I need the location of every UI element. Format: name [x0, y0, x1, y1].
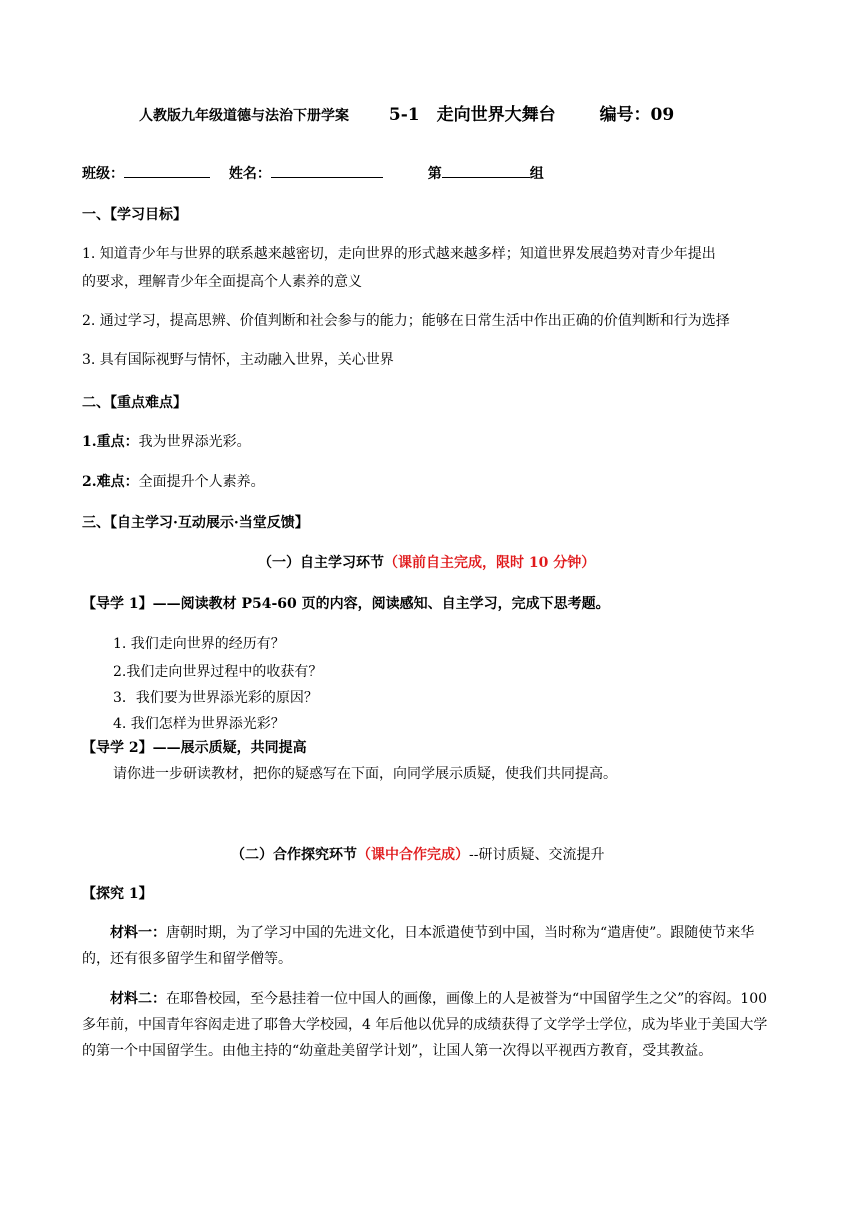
name-blank[interactable]: [271, 161, 383, 178]
difficult-point: [82, 472, 265, 492]
guide-1-title: 【导学 1】——阅读教材 P54-60 页的内容，阅读感知、自主学习，完成下思考题。: [82, 596, 610, 612]
material-2-text: 在耶鲁校园，至今悬挂着一位中国人的画像，画像上的人是被誉为“中国留学生之父”的容闳。100 多年前，中国青年容闳走进了耶鲁大学校园，4 年后他以优异的成绩获得了文学学士学位，成为毕业于美国大学的第一个中国留学生。由他主持的“幼童赴美留学计划”，让国人第一次得以平视西方教育，受其教益。: [82, 991, 768, 1059]
objective-2: 2. 通过学习，提高思辨、价值判断和社会参与的能力；能够在日常生活中作出正确的价值判断和行为选择: [82, 313, 730, 329]
material-2-label: 材料二：: [110, 991, 166, 1007]
lesson-number: 编号：09: [599, 105, 675, 125]
guide-1-question-4: 4. 我们怎样为世界添光彩？: [113, 716, 285, 732]
page-title: [139, 103, 674, 127]
class-blank[interactable]: [124, 161, 210, 178]
objective-1a: 1. 知道青少年与世界的联系越来越密切，走向世界的形式越来越多样；知道世界发展趋势对青少年提出: [82, 246, 716, 262]
subsection-cooperation-note: （课中合作完成）: [357, 847, 469, 863]
subsection-cooperation: [231, 845, 604, 865]
objective-1b: 的要求，理解青少年全面提高个人素养的意义: [82, 274, 362, 290]
section-heading-self-study: 三、【自主学习·互动展示·当堂反馈】: [82, 515, 309, 531]
group-blank[interactable]: [442, 161, 530, 178]
subsection-self-study-note: （课前自主完成，限时 10 分钟）: [384, 555, 596, 571]
subsection-self-study: [258, 553, 595, 573]
material-1-text: 唐朝时期，为了学习中国的先进文化，日本派遣使节到中国，当时称为“遣唐使”。跟随使节来华的，还有很多留学生和留学僧等。: [82, 925, 755, 967]
student-info-row: [82, 161, 544, 184]
class-label: 班级：: [82, 166, 124, 182]
course-name: 人教版九年级道德与法治下册学案: [139, 108, 349, 124]
group-prefix: 第: [427, 166, 442, 182]
subsection-cooperation-tail: --研讨质疑、交流提升: [469, 847, 605, 863]
material-1: [82, 920, 780, 972]
difficult-point-text: 全面提升个人素养。: [138, 474, 265, 490]
name-label: 姓名：: [228, 166, 271, 182]
subsection-self-study-title: （一）自主学习环节: [258, 555, 384, 571]
group-suffix: 组: [529, 166, 544, 182]
material-1-label: 材料一：: [110, 925, 166, 941]
guide-1-question-1: 1. 我们走向世界的经历有？: [113, 636, 285, 652]
material-2: [82, 986, 780, 1064]
guide-1-question-2: 2.我们走向世界过程中的收获有？: [113, 664, 323, 680]
objective-3: 3. 具有国际视野与情怀，主动融入世界，关心世界: [82, 352, 394, 368]
key-point: [82, 432, 251, 452]
section-heading-objectives: 一、【学习目标】: [82, 207, 187, 223]
guide-2-text: 请你进一步研读教材，把你的疑惑写在下面，向同学展示质疑，使我们共同提高。: [113, 766, 617, 782]
lesson-title: 5-1 走向世界大舞台: [388, 105, 556, 125]
subsection-cooperation-title: （二）合作探究环节: [231, 847, 357, 863]
guide-2-title: 【导学 2】——展示质疑，共同提高: [82, 740, 307, 756]
key-point-label: 1.重点：: [82, 434, 139, 450]
key-point-text: 我为世界添光彩。: [138, 434, 251, 450]
explore-1-title: 【探究 1】: [82, 886, 153, 902]
guide-1-question-3: 3．我们要为世界添光彩的原因？: [113, 690, 318, 706]
section-heading-key-points: 二、【重点难点】: [82, 395, 187, 411]
difficult-point-label: 2.难点：: [82, 474, 139, 490]
